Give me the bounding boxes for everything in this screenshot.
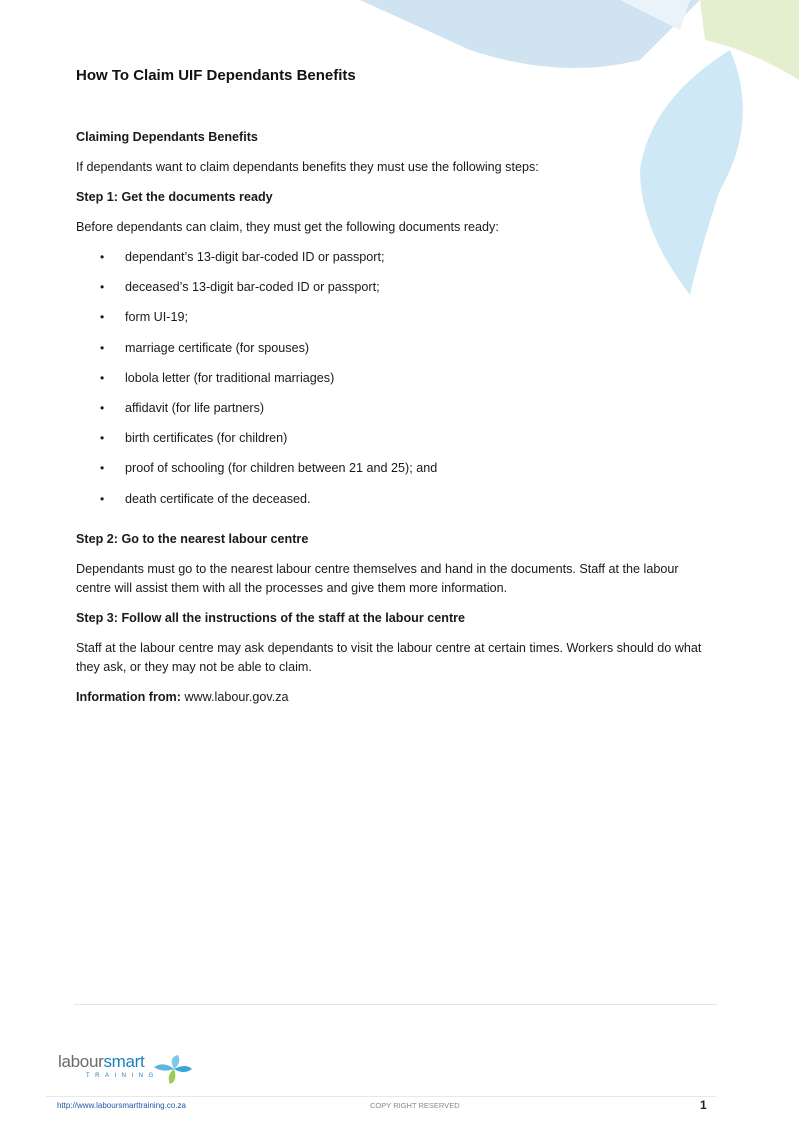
footer-bottom-rule bbox=[46, 1096, 716, 1097]
step2-heading: Step 2: Go to the nearest labour centre bbox=[76, 531, 309, 546]
list-item: • birth certificates (for children) bbox=[76, 429, 716, 459]
footer-divider bbox=[74, 1004, 717, 1005]
list-item: • form UI-19; bbox=[76, 308, 716, 338]
logo-text-labour: labour bbox=[58, 1052, 104, 1071]
logo-text-smart: smart bbox=[103, 1052, 145, 1071]
page-number: 1 bbox=[700, 1098, 707, 1112]
decor-white-cross bbox=[620, 0, 690, 30]
source-line bbox=[76, 688, 716, 707]
bullet-icon: • bbox=[100, 400, 105, 415]
step1-text: Before dependants can claim, they must get the following documents ready: bbox=[76, 220, 499, 234]
step3-text: Staff at the labour centre may ask dependants to visit the labour centre at certain times. Workers should do what they ask, or they may not be able to claim. bbox=[76, 640, 702, 674]
list-item: • lobola letter (for traditional marriages) bbox=[76, 369, 716, 399]
step1-heading: Step 1: Get the documents ready bbox=[76, 190, 273, 204]
documents-list bbox=[76, 248, 716, 520]
page-title: How To Claim UIF Dependants Benefits bbox=[76, 67, 356, 84]
logo-mark-icon bbox=[150, 1053, 198, 1085]
footer-copyright: COPY RIGHT RESERVED bbox=[370, 1101, 460, 1110]
bullet-icon: • bbox=[100, 280, 105, 295]
intro-paragraph: If dependants want to claim dependants benefits they must use the following steps: bbox=[76, 160, 539, 174]
bullet-icon: • bbox=[100, 340, 105, 355]
source-link[interactable]: www.labour.gov.za bbox=[184, 689, 289, 704]
logo-subtitle: TRAINING bbox=[86, 1073, 159, 1079]
decor-green-leaf bbox=[700, 0, 799, 80]
list-item: • affidavit (for life partners) bbox=[76, 399, 716, 429]
step2-text: Dependants must go to the nearest labour centre themselves and hand in the documents. Staff at the labour centre will assist them with all the processes and give them more information. bbox=[76, 561, 679, 595]
document-body bbox=[76, 128, 716, 718]
list-item: • death certificate of the deceased. bbox=[76, 490, 716, 520]
source-label: Information from: bbox=[76, 689, 181, 704]
bullet-icon: • bbox=[100, 370, 105, 385]
section-heading: Claiming Dependants Benefits bbox=[76, 130, 258, 144]
company-logo bbox=[58, 1052, 159, 1079]
footer-url-link[interactable]: http://www.laboursmarttraining.co.za bbox=[57, 1101, 186, 1110]
decor-blue-band bbox=[360, 0, 700, 68]
list-item: • deceased’s 13-digit bar-coded ID or passport; bbox=[76, 278, 716, 308]
list-item: • marriage certificate (for spouses) bbox=[76, 339, 716, 369]
bullet-icon: • bbox=[100, 431, 105, 446]
list-item: • dependant’s 13-digit bar-coded ID or passport; bbox=[76, 248, 716, 278]
bullet-icon: • bbox=[100, 310, 105, 325]
bullet-icon: • bbox=[100, 491, 105, 506]
bullet-icon: • bbox=[100, 250, 105, 264]
bullet-icon: • bbox=[100, 461, 105, 476]
step3-heading: Step 3: Follow all the instructions of the staff at the labour centre bbox=[76, 610, 466, 625]
list-item: • proof of schooling (for children between 21 and 25); and bbox=[76, 459, 716, 489]
